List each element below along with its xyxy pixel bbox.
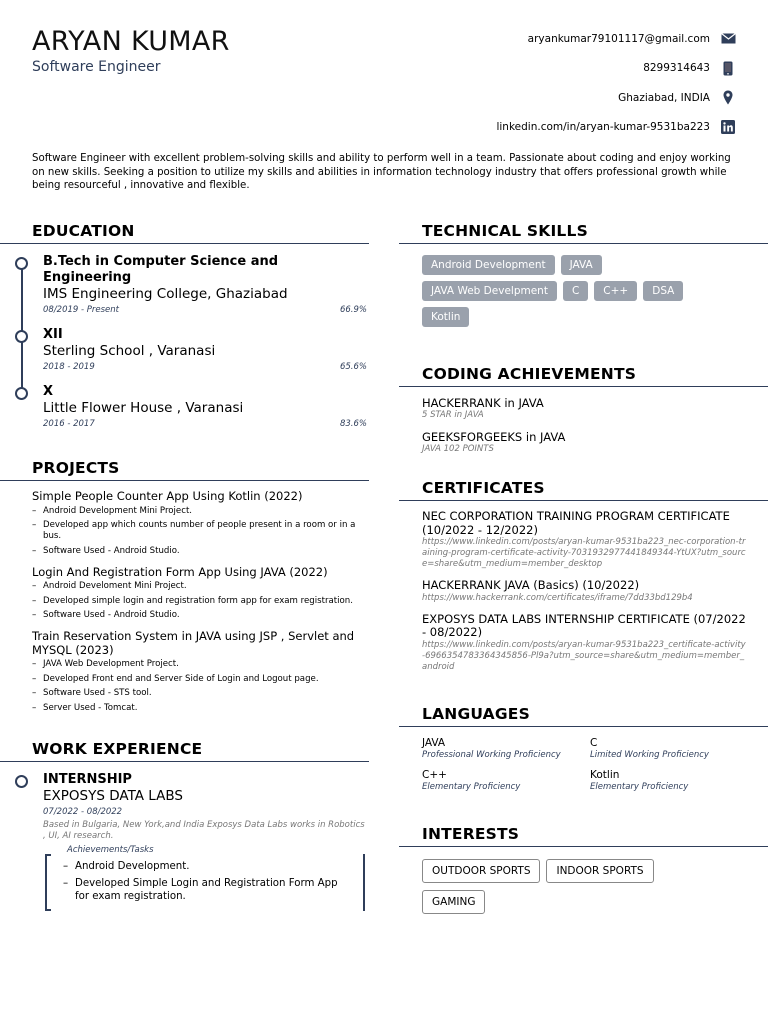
education-dates: 08/2019 - Present — [43, 305, 120, 315]
projects-list — [0, 490, 369, 714]
certificate-title: NEC CORPORATION TRAINING PROGRAM CERTIFICATE (10/2022 - 12/2022) — [422, 509, 730, 537]
language-name: C — [590, 736, 598, 749]
project-bullet: – Android Development Mini Project. — [32, 506, 365, 517]
work-dates: 07/2022 - 08/2022 — [43, 806, 123, 817]
certificate-link[interactable]: https://www.linkedin.com/posts/aryan-kumar-9531ba223_nec-corporation-training-program-certificate-activity-7031932977441849344-YtUX?utm_source=share&utm_medium=member_desktop — [422, 537, 746, 569]
phone-icon — [720, 60, 736, 76]
skill-tag: DSA — [643, 281, 683, 301]
project-bullets — [32, 659, 365, 714]
linkedin-icon — [720, 119, 736, 135]
education-score: 83.6% — [339, 419, 367, 429]
language-level: Limited Working Proficiency — [590, 749, 709, 760]
education-dates: 2018 - 2019 — [43, 362, 95, 372]
contact-phone-text: 8299314643 — [643, 62, 710, 75]
contact-location-text: Ghaziabad, INDIA — [618, 91, 710, 104]
achievement-detail: JAVA 102 POINTS — [422, 444, 494, 454]
education-meta — [43, 305, 367, 327]
work-heading: WORK EXPERIENCE — [0, 738, 369, 762]
interest-tag: GAMING — [422, 890, 485, 914]
project-title: Simple People Counter App Using Kotlin (2022) — [32, 489, 303, 503]
timeline-dot-icon — [15, 257, 28, 270]
language-name: JAVA — [422, 736, 446, 749]
contact-list — [396, 24, 736, 142]
education-degree: XII — [43, 327, 63, 342]
achievement-title: HACKERRANK in JAVA — [422, 396, 544, 410]
work-item — [0, 772, 369, 911]
project-bullet: – Android Develoment Mini Project. — [32, 581, 365, 592]
education-meta — [43, 419, 367, 441]
languages-list — [399, 737, 768, 793]
timeline-dot-icon — [15, 387, 28, 400]
project-bullet: – Software Used - STS tool. — [32, 688, 365, 699]
achievements-heading: CODING ACHIEVEMENTS — [399, 363, 768, 387]
candidate-name: ARYAN KUMAR — [32, 26, 230, 57]
work-description: Based in Bulgaria, New York,and India Exposys Data Labs works in Robotics , UI, AI research. — [43, 819, 365, 841]
interests-list — [399, 847, 719, 921]
right-column — [399, 220, 768, 921]
certificate-item — [399, 613, 768, 673]
language-level: Professional Working Proficiency — [422, 749, 561, 760]
project-bullet: – Server Used - Tomcat. — [32, 703, 365, 714]
education-meta — [43, 362, 367, 384]
education-degree: X — [43, 384, 54, 399]
left-column — [0, 220, 369, 911]
education-item — [0, 384, 369, 441]
interest-tag: INDOOR SPORTS — [546, 859, 653, 883]
language-item — [590, 769, 758, 793]
timeline-dot-icon — [15, 775, 28, 788]
mail-icon — [720, 31, 736, 47]
achievements-list — [399, 396, 768, 455]
task-list — [65, 854, 349, 911]
language-item — [422, 769, 590, 793]
certificate-item — [399, 510, 768, 570]
education-timeline — [0, 254, 369, 441]
timeline-dot-icon — [15, 330, 28, 343]
task-item: – Developed Simple Login and Registration Form App for exam registration. — [65, 877, 349, 903]
certificate-link[interactable]: https://www.hackerrank.com/certificates/iframe/7dd33bd129b4 — [422, 592, 693, 603]
projects-heading: PROJECTS — [0, 457, 369, 481]
education-degree: B.Tech in Computer Science and Engineering — [43, 254, 279, 285]
skills-list — [399, 244, 729, 333]
languages-heading: LANGUAGES — [399, 703, 768, 727]
achievement-detail: 5 STAR in JAVA — [422, 410, 484, 420]
project-title: Train Reservation System in JAVA using JSP , Servlet and MYSQL (2023) — [32, 629, 355, 657]
education-institution: Little Flower House , Varanasi — [43, 400, 244, 416]
certificate-item — [399, 579, 768, 604]
work-job-title: INTERNSHIP — [43, 771, 132, 787]
education-score: 65.6% — [339, 362, 367, 372]
project-bullet: – Software Used - Android Studio. — [32, 610, 365, 621]
skill-tag: JAVA Web Develpment — [422, 281, 557, 301]
contact-email[interactable] — [396, 24, 736, 54]
language-item — [422, 737, 590, 761]
task-item: – Android Development. — [65, 860, 349, 873]
skill-tag: C — [563, 281, 588, 301]
skill-tag: JAVA — [561, 255, 602, 275]
work-company: EXPOSYS DATA LABS — [43, 787, 183, 804]
project-title: Login And Registration Form App Using JAVA (2022) — [32, 564, 328, 579]
certificates-heading: CERTIFICATES — [399, 477, 768, 501]
language-level: Elementary Proficiency — [590, 781, 689, 792]
skill-tag: Kotlin — [422, 307, 469, 327]
interest-tag: OUTDOOR SPORTS — [422, 859, 540, 883]
project-bullet: – Software Used - Android Studio. — [32, 546, 365, 557]
achievement-title: GEEKSFORGEEKS in JAVA — [422, 430, 566, 444]
project-bullet: – Developed Front end and Server Side of Login and Logout page. — [32, 674, 365, 685]
interests-heading: INTERESTS — [399, 823, 768, 847]
certificate-link[interactable]: https://www.linkedin.com/posts/aryan-kumar-9531ba223_certificate-activity-6966354783364345856-Pl9a?utm_source=share&utm_medium=member_android — [422, 639, 746, 672]
education-item — [0, 327, 369, 384]
project-bullet: – Developed app which counts number of people present in a room or in a bus. — [32, 520, 365, 542]
contact-linkedin[interactable] — [396, 113, 736, 143]
tasks-label: Achievements/Tasks — [67, 844, 154, 855]
location-icon — [720, 90, 736, 106]
education-institution: Sterling School , Varanasi — [43, 343, 216, 359]
contact-email-text: aryankumar79101117@gmail.com — [527, 32, 710, 45]
certificate-title: EXPOSYS DATA LABS INTERNSHIP CERTIFICATE (07/2022 - 08/2022) — [422, 611, 746, 639]
project-bullets — [32, 506, 365, 557]
certificate-title: HACKERRANK JAVA (Basics) (10/2022) — [422, 578, 640, 592]
language-name: Kotlin — [590, 768, 620, 781]
skills-heading: TECHNICAL SKILLS — [399, 220, 768, 244]
project-bullet: – JAVA Web Development Project. — [32, 659, 365, 670]
skill-tag: Android Development — [422, 255, 555, 275]
language-item — [590, 737, 758, 761]
language-level: Elementary Proficiency — [422, 781, 521, 792]
timeline-line — [21, 264, 23, 394]
work-tasks — [45, 844, 365, 911]
education-score: 66.9% — [339, 305, 367, 315]
project-bullets — [32, 581, 365, 621]
education-dates: 2016 - 2017 — [43, 419, 95, 429]
contact-location — [396, 83, 736, 113]
education-institution: IMS Engineering College, Ghaziabad — [43, 286, 288, 302]
project-bullet: – Developed simple login and registration form app for exam registration. — [32, 596, 365, 607]
profile-summary: Software Engineer with excellent problem-solving skills and ability to perform well in a team. Passionate about coding and enjoy working on new skills. Seeking a position to utilize my skills and abilities in information technology industry that offers professional growth while being resourceful , innovative and flexible. — [32, 153, 731, 191]
education-item — [0, 254, 369, 327]
education-heading: EDUCATION — [0, 220, 369, 244]
language-name: C++ — [422, 768, 447, 781]
candidate-role: Software Engineer — [32, 59, 161, 75]
contact-phone[interactable] — [396, 54, 736, 84]
contact-linkedin-text: linkedin.com/in/aryan-kumar-9531ba223 — [496, 121, 710, 134]
skill-tag: C++ — [594, 281, 637, 301]
